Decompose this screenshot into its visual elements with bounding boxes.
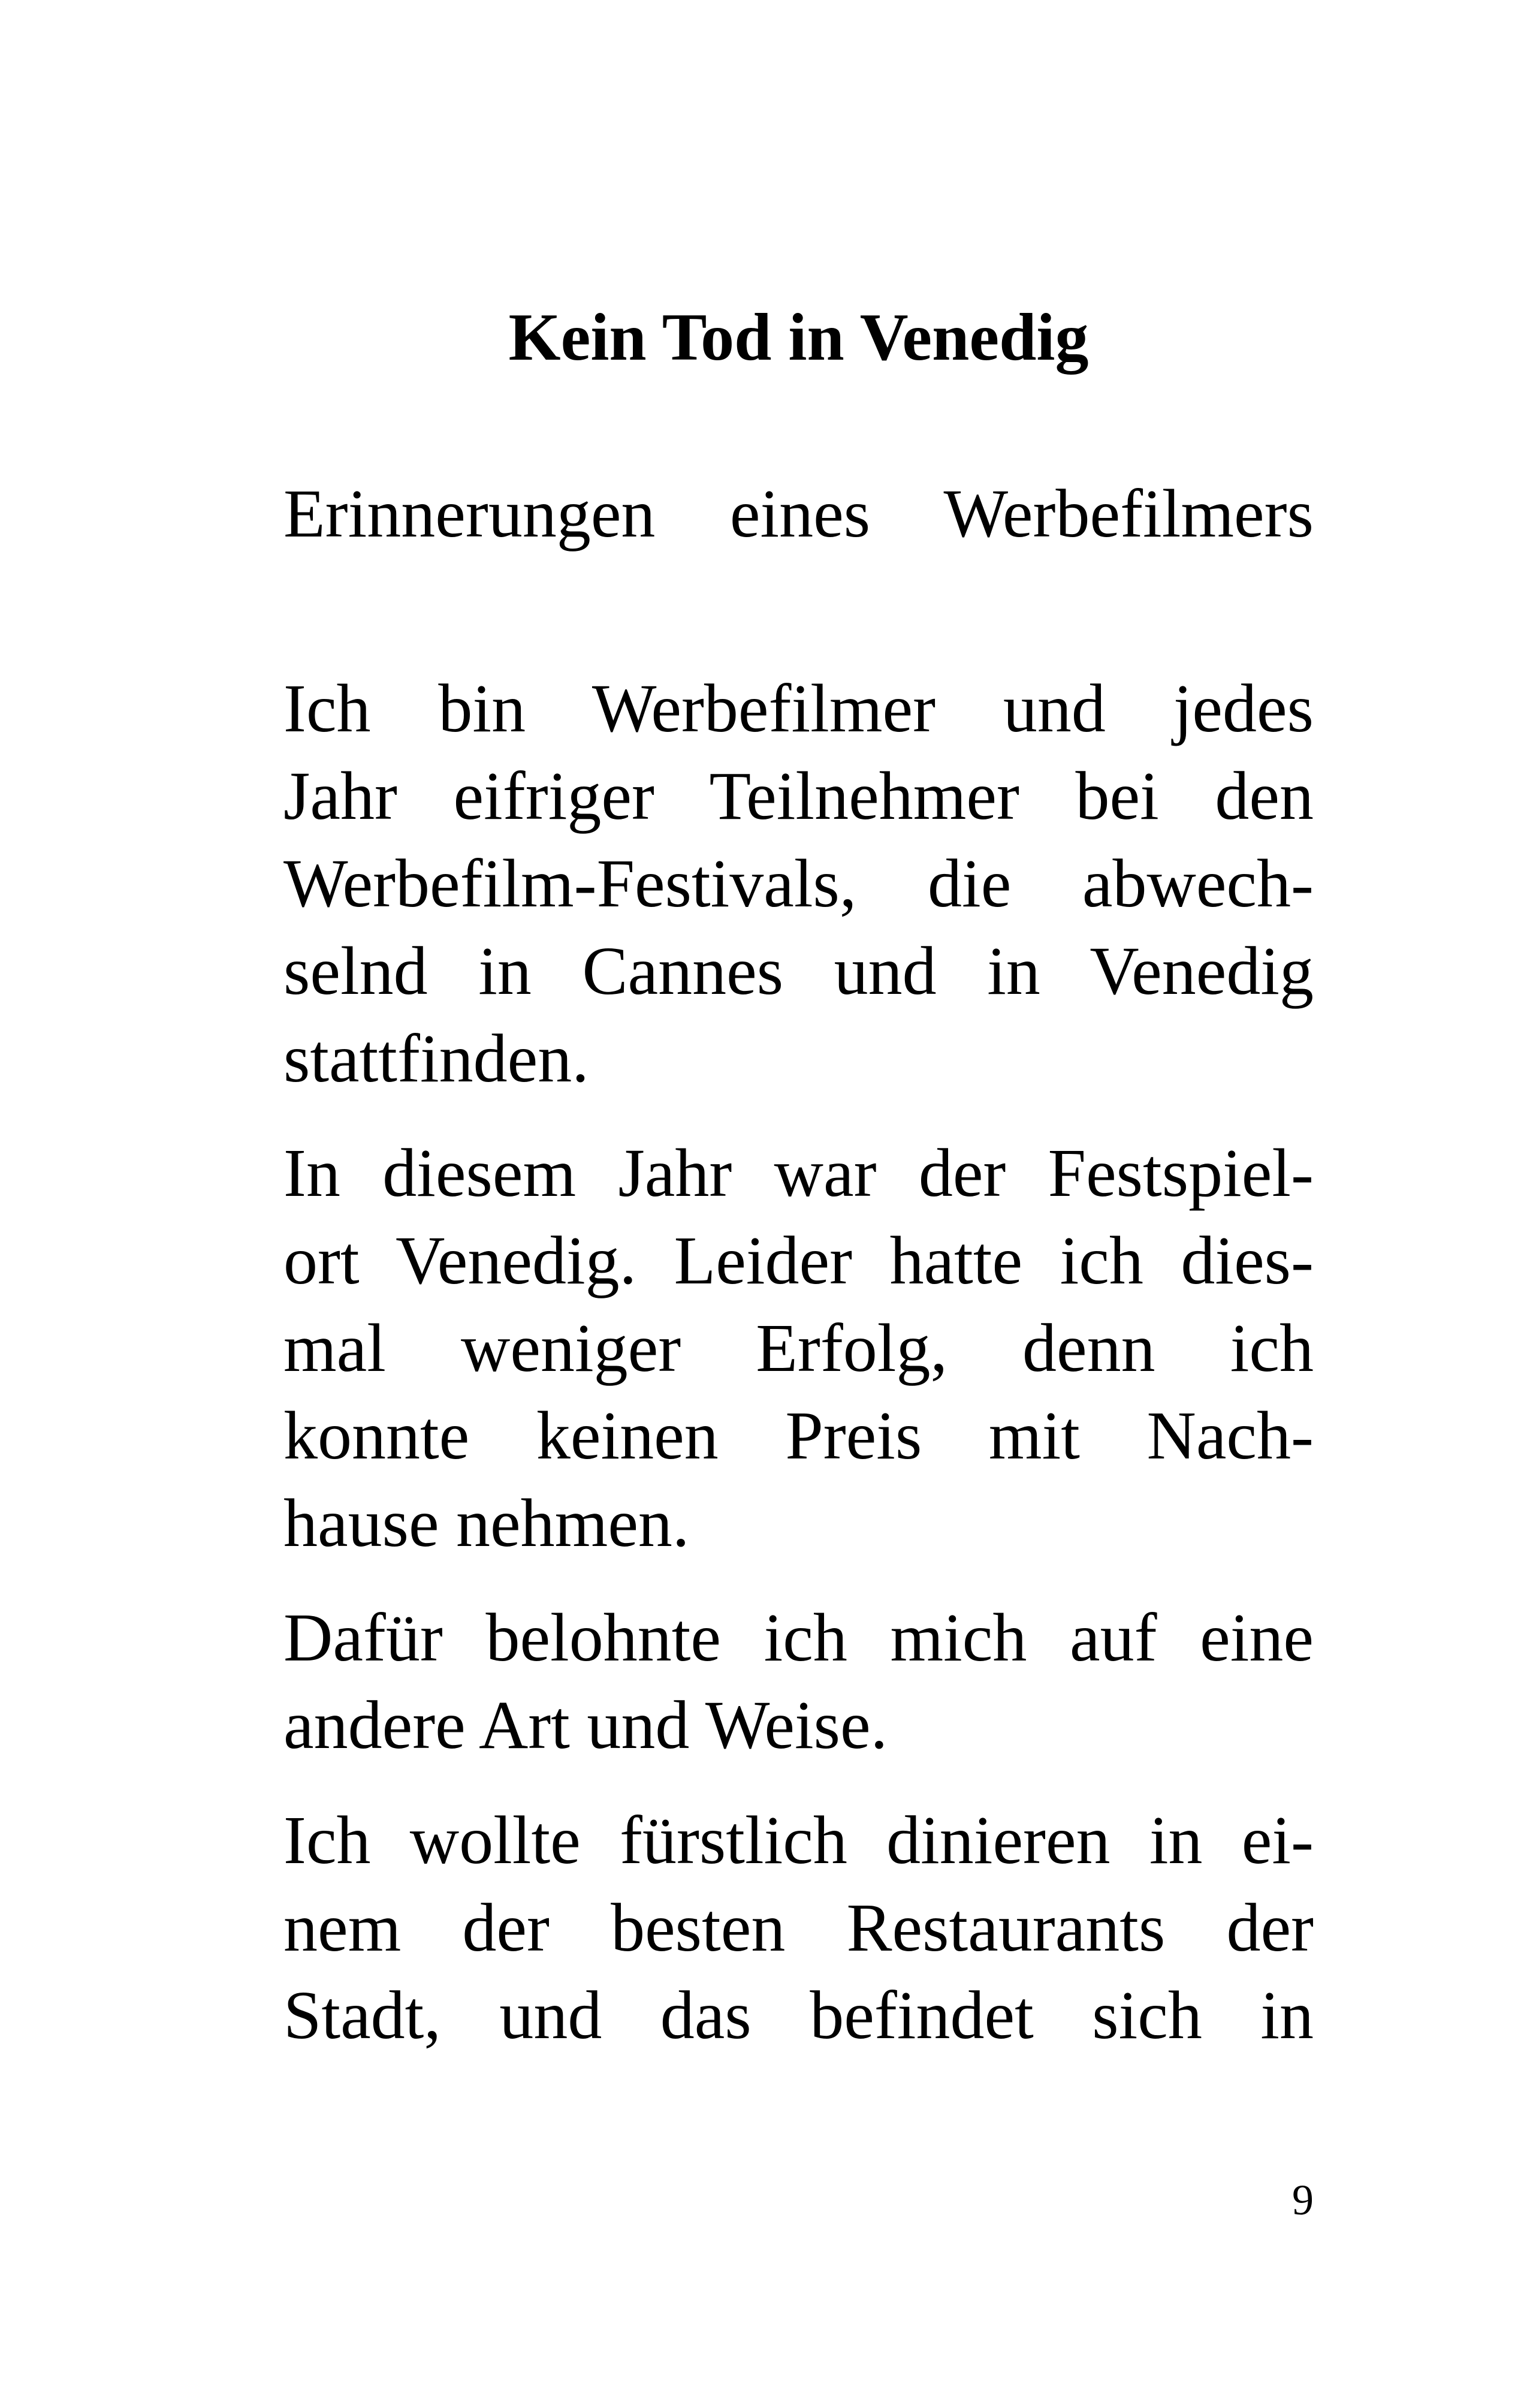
text-line: selnd in Cannes und in Venedig xyxy=(283,933,1314,1009)
text-line: andere Art und Weise. xyxy=(283,1687,888,1763)
text-line: Ich bin Werbefilmer und jedes xyxy=(283,670,1314,746)
text-line: hause nehmen. xyxy=(283,1485,690,1561)
page-number: 9 xyxy=(1292,2176,1314,2224)
text-line: nem der besten Restaurants der xyxy=(283,1889,1314,1966)
text-line: Dafür belohnte ich mich auf eine xyxy=(283,1599,1314,1675)
text-line: Ich wollte fürstlich dinieren in ei- xyxy=(283,1802,1314,1878)
chapter-title: Kein Tod in Venedig xyxy=(508,300,1089,375)
text-line: ort Venedig. Leider hatte ich dies- xyxy=(283,1222,1314,1298)
text-line: In diesem Jahr war der Festspiel- xyxy=(283,1135,1314,1211)
text-line: stattfinden. xyxy=(283,1020,589,1096)
text-line: Werbefilm-Festivals, die abwech- xyxy=(283,845,1314,921)
chapter-subtitle: Erinnerungen eines Werbefilmers xyxy=(283,475,1314,551)
text-line: konnte keinen Preis mit Nach- xyxy=(283,1397,1314,1473)
text-line: Stadt, und das befindet sich in xyxy=(283,1977,1314,2053)
text-line: mal weniger Erfolg, denn ich xyxy=(283,1310,1314,1386)
text-line: Jahr eifriger Teilnehmer bei den xyxy=(283,758,1314,834)
